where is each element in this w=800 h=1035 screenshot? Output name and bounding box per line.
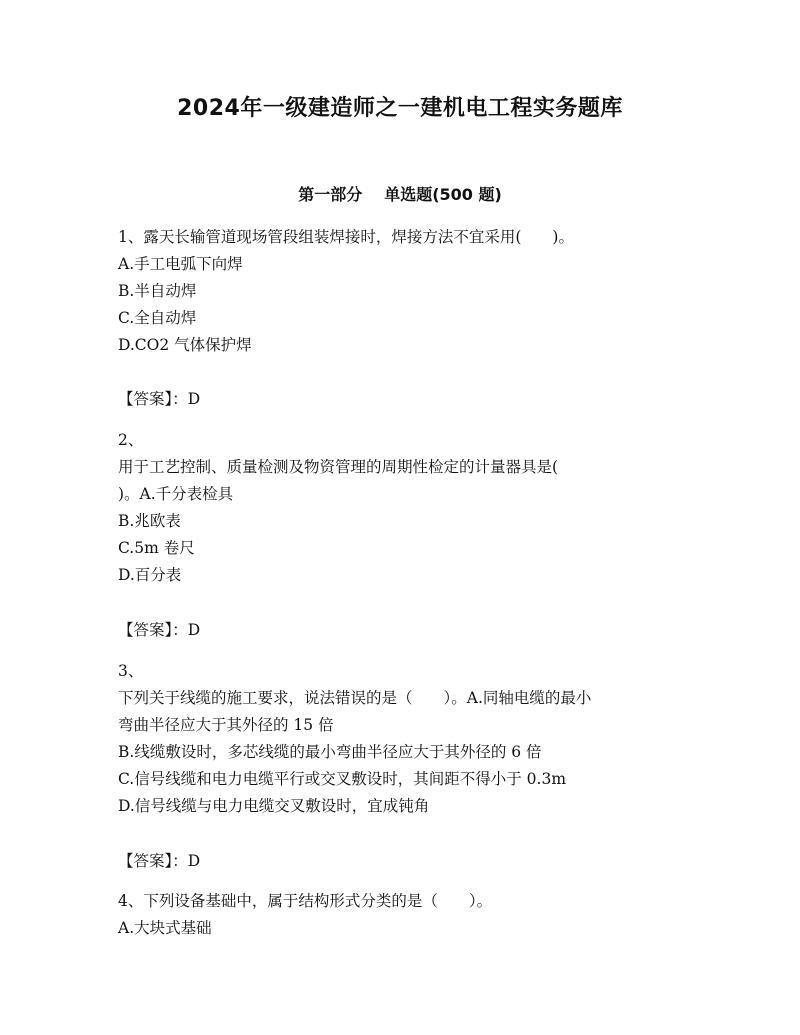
answer-value: D <box>187 621 201 639</box>
question-3-answer <box>118 849 718 873</box>
answer-label: 【答案】： <box>118 852 188 870</box>
section-part: 第一部分 <box>298 185 363 204</box>
question-4-option-a: A.大块式基础 <box>118 919 212 937</box>
question-2-number: 2、 <box>118 431 144 449</box>
question-1-option-b: B.半自动焊 <box>118 282 197 300</box>
question-2-option-b: B.兆欧表 <box>118 512 181 530</box>
question-3-number: 3、 <box>118 662 144 680</box>
question-2-option-d: D.百分表 <box>118 566 182 584</box>
question-3-option-d: D.信号线缆与电力电缆交叉敷设时，宜成钝角 <box>118 797 430 815</box>
answer-value: D <box>187 390 201 408</box>
question-1-option-d: D.CO2 气体保护焊 <box>118 336 252 354</box>
question-1-option-c: C.全自动焊 <box>118 309 197 327</box>
document-title: 2024年一级建造师之一建机电工程实务题库 <box>177 96 623 121</box>
question-1-stem: 1、露天长输管道现场管段组装焊接时，焊接方法不宜采用( )。 <box>118 228 574 246</box>
question-3-option-c: C.信号线缆和电力电缆平行或交叉敷设时，其间距不得小于 0.3m <box>118 770 567 788</box>
question-2-answer <box>118 618 718 642</box>
answer-value: D <box>187 852 201 870</box>
question-3-stem-cont: 弯曲半径应大于其外径的 15 倍 <box>118 716 334 734</box>
question-1-answer <box>118 387 718 411</box>
section-name: 单选题(500 题) <box>384 185 502 204</box>
question-3-stem: 下列关于线缆的施工要求，说法错误的是（ ）。A.同轴电缆的最小 <box>118 689 592 707</box>
question-2-option-c: C.5m 卷尺 <box>118 539 195 557</box>
answer-label: 【答案】： <box>118 390 188 408</box>
section-heading <box>0 182 800 208</box>
question-3-option-b: B.线缆敷设时，多芯线缆的最小弯曲半径应大于其外径的 6 倍 <box>118 743 542 761</box>
answer-label: 【答案】： <box>118 621 188 639</box>
question-2-stem: 用于工艺控制、质量检测及物资管理的周期性检定的计量器具是( <box>118 458 559 476</box>
question-1-option-a: A.手工电弧下向焊 <box>118 255 243 273</box>
question-4-stem: 4、下列设备基础中，属于结构形式分类的是（ ）。 <box>118 892 493 910</box>
question-2-stem-cont: )。A.千分表检具 <box>118 485 234 503</box>
